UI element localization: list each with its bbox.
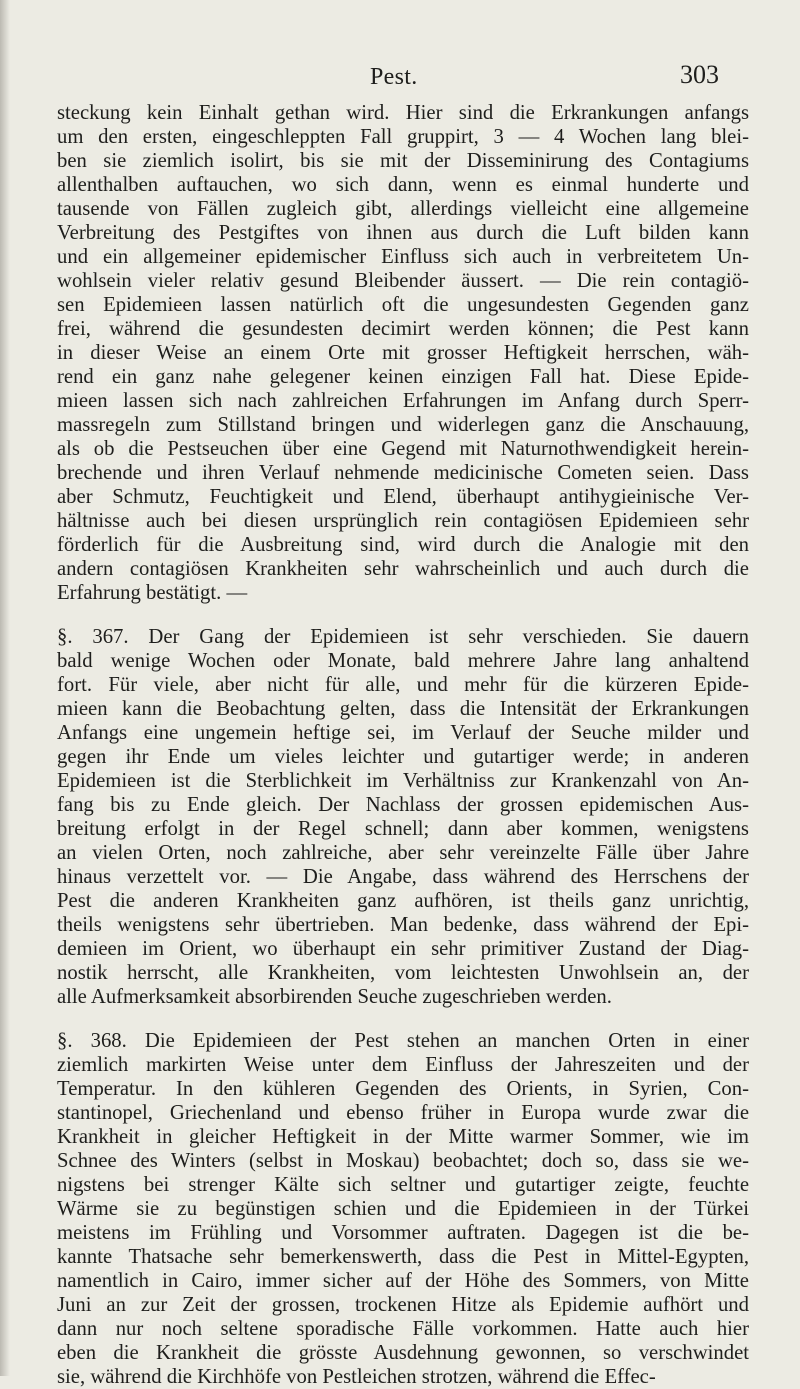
text-line: fang bis zu Ende gleich. Der Nachlass der grossen epidemischen Aus- [57, 794, 749, 816]
text-line: hältnisse auch bei diesen ursprünglich rein contagiösen Epidemieen sehr [57, 510, 749, 532]
text-line: an vielen Orten, noch zahlreiche, aber sehr vereinzelte Fälle über Jahre [57, 842, 749, 864]
text-line: breitung erfolgt in der Regel schnell; dann aber kommen, wenigstens [57, 818, 749, 840]
text-line: aber Schmutz, Feuchtigkeit und Elend, überhaupt antihygieinische Ver- [57, 486, 749, 508]
running-header [0, 52, 800, 92]
text-line: brechende und ihren Verlauf nehmende medicinische Cometen seien. Dass [57, 462, 749, 484]
text-line: frei, während die gesundesten decimirt werden können; die Pest kann [57, 318, 749, 340]
paragraph [57, 1029, 749, 1389]
text-line: tausende von Fällen zugleich gibt, allerdings vielleicht eine allgemeine [57, 198, 749, 220]
paragraph [57, 625, 749, 1009]
text-line: um den ersten, eingeschleppten Fall gruppirt, 3 — 4 Wochen lang blei- [57, 126, 749, 148]
text-line: Schnee des Winters (selbst in Moskau) beobachtet; doch so, dass sie we- [57, 1150, 749, 1172]
text-line: eben die Krankheit die grösste Ausdehnung gewonnen, so verschwindet [57, 1342, 749, 1364]
text-line: meistens im Frühling und Vorsommer auftraten. Dagegen ist die be- [57, 1222, 749, 1244]
paragraph-gap [57, 605, 749, 625]
text-line: und ein allgemeiner epidemischer Einfluss sich auch in verbreitetem Un- [57, 246, 749, 268]
text-line: fort. Für viele, aber nicht für alle, und mehr für die kürzeren Epide- [57, 674, 749, 696]
text-line: Wärme sie zu begünstigen schien und die Epidemieen in der Türkei [57, 1198, 749, 1220]
text-line: stantinopel, Griechenland und ebenso früher in Europa wurde zwar die [57, 1102, 749, 1124]
text-line: hinaus verzettelt vor. — Die Angabe, dass während des Herrschens der [57, 866, 749, 888]
text-line: andern contagiösen Krankheiten sehr wahrscheinlich und auch durch die [57, 558, 749, 580]
body-text [57, 101, 749, 1389]
text-line: bald wenige Wochen oder Monate, bald mehrere Jahre lang anhaltend [57, 650, 749, 672]
text-line: sen Epidemieen lassen natürlich oft die ungesundesten Gegenden ganz [57, 294, 749, 316]
paragraph-gap [57, 1009, 749, 1029]
text-line: als ob die Pestseuchen über eine Gegend mit Naturnothwendigkeit herein- [57, 438, 749, 460]
text-line: namentlich in Cairo, immer sicher auf der Höhe des Sommers, von Mitte [57, 1270, 749, 1292]
text-line: mieen kann die Beobachtung gelten, dass die Intensität der Erkrankungen [57, 698, 749, 720]
text-line: wohlsein vieler relativ gesund Bleibender äussert. — Die rein contagiö- [57, 270, 749, 292]
text-line: gegen ihr Ende um vieles leichter und gutartiger werde; in anderen [57, 746, 749, 768]
text-line: Juni an zur Zeit der grossen, trockenen Hitze als Epidemie aufhört und [57, 1294, 749, 1316]
text-line: demieen im Orient, wo überhaupt ein sehr primitiver Zustand der Diag- [57, 938, 749, 960]
page-number: 303 [680, 60, 719, 89]
text-line: Verbreitung des Pestgiftes von ihnen aus durch die Luft bilden kann [57, 222, 749, 244]
paragraph [57, 101, 749, 605]
text-line: allenthalben auftauchen, wo sich dann, wenn es einmal hunderte und [57, 174, 749, 196]
text-line: dann nur noch seltene sporadische Fälle vorkommen. Hatte auch hier [57, 1318, 749, 1340]
text-line: alle Aufmerksamkeit absorbirenden Seuche zugeschrieben werden. [57, 986, 612, 1008]
text-line: Epidemieen ist die Sterblichkeit im Verhältniss zur Krankenzahl von An- [57, 770, 749, 792]
text-line: mieen lassen sich nach zahlreichen Erfahrungen im Anfang durch Sperr- [57, 390, 749, 412]
text-line: Erfahrung bestätigt. — [57, 582, 248, 604]
text-line: nigstens bei strenger Kälte sich seltner und gutartiger zeigte, feuchte [57, 1174, 749, 1196]
text-line: förderlich für die Ausbreitung sind, wird durch die Analogie mit den [57, 534, 749, 556]
text-line: §. 368. Die Epidemieen der Pest stehen an manchen Orten in einer [57, 1030, 749, 1052]
text-line: in dieser Weise an einem Orte mit grosser Heftigkeit herrschen, wäh- [57, 342, 749, 364]
text-line: theils wenigstens sehr übertrieben. Man bedenke, dass während der Epi- [57, 914, 749, 936]
text-line: Temperatur. In den kühleren Gegenden des Orients, in Syrien, Con- [57, 1078, 749, 1100]
text-line: steckung kein Einhalt gethan wird. Hier sind die Erkrankungen anfangs [57, 102, 749, 124]
text-line: Krankheit in gleicher Heftigkeit in der Mitte warmer Sommer, wie im [57, 1126, 749, 1148]
text-line: Pest die anderen Krankheiten ganz aufhören, ist theils ganz unrichtig, [57, 890, 749, 912]
text-line: §. 367. Der Gang der Epidemieen ist sehr verschieden. Sie dauern [57, 626, 749, 648]
text-line: nostik herrscht, alle Krankheiten, vom leichtesten Unwohlsein an, der [57, 962, 749, 984]
page-edge-shadow [0, 0, 10, 1376]
text-line: sie, während die Kirchhöfe von Pestleichen strotzen, während die Effec- [57, 1366, 656, 1388]
text-line: rend ein ganz nahe gelegener keinen einzigen Fall hat. Diese Epide- [57, 366, 749, 388]
running-title: Pest. [370, 64, 418, 90]
text-line: ben sie ziemlich isolirt, bis sie mit der Disseminirung des Contagiums [57, 150, 749, 172]
text-line: Anfangs eine ungemein heftige sei, im Verlauf der Seuche milder und [57, 722, 749, 744]
text-line: massregeln zum Stillstand bringen und widerlegen ganz die Anschauung, [57, 414, 749, 436]
text-line: kannte Thatsache sehr bemerkenswerth, dass die Pest in Mittel-Egypten, [57, 1246, 749, 1268]
text-line: ziemlich markirten Weise unter dem Einfluss der Jahreszeiten und der [57, 1054, 749, 1076]
